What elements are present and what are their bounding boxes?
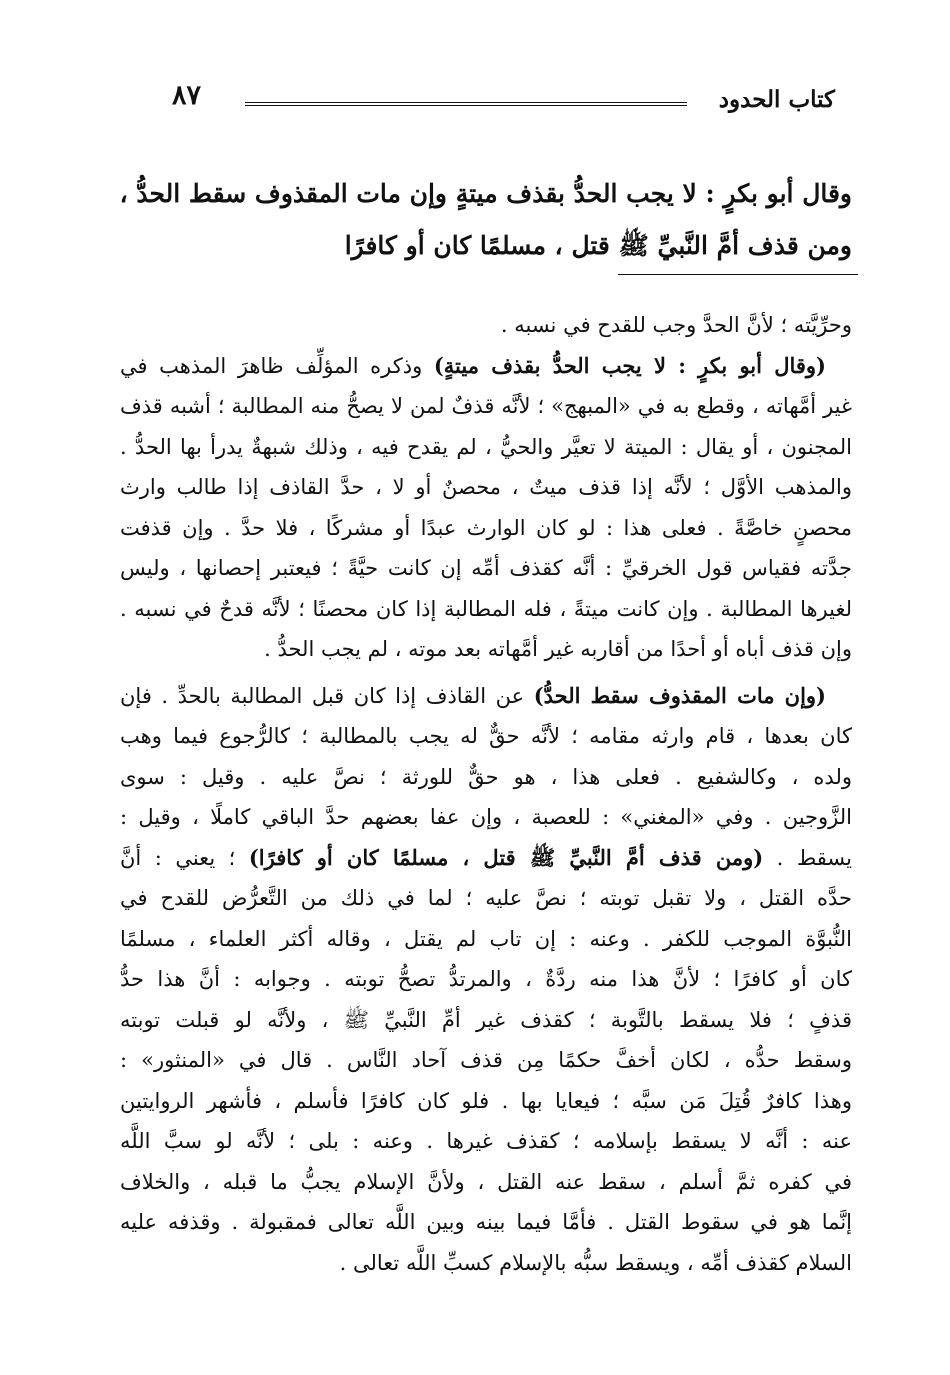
matn-line: وقال أبو بكرٍ : لا يجب الحدُّ بقذف ميتةٍ وإن مات المقذوف سقط الحدُّ ، xyxy=(119,179,852,208)
commentary-line: وإن قذف أباه أو أحدًا من أقاربه غير أمَّهاته بعد موته ، لم يجب الحدُّ . xyxy=(264,637,852,661)
header-rule xyxy=(245,102,687,106)
commentary-line: في كفره ثمَّ أسلم ، سقط عنه القتل ، ولأنَّ الإسلام يجبُّ ما قبله ، والخلاف xyxy=(120,1169,852,1194)
commentary-line: حدَّه القتل ، ولا تقبل توبته ؛ نصَّ عليه ؛ لما في ذلك من التَّعرُّض للقدح في xyxy=(120,886,852,910)
commentary-line: غير أمَّهاته ، وقطع به في «المبهج» ؛ لأنَّه قذفٌ لمن لا يصحُّ منه المطالبة ؛ أشبه قذف xyxy=(120,394,852,418)
commentary-line: والمذهب الأوَّل ؛ لأنَّه إذا قذف ميتٌ ، محصنٌ أو لا ، حدَّ القاذف إذا طالب وارث xyxy=(120,475,852,499)
commentary-line: وهذا كافرٌ قُتِلَ مَن سبَّه ؛ فيعايا بها . فلو كان كافرًا فأسلم ، فأشهر الروايتين xyxy=(120,1088,852,1113)
page-header xyxy=(150,80,835,130)
commentary-line: المجنون ، أو يقال : الميتة لا تعيَّر والحيُّ ، لم يقدح فيه ، وذلك شبهةٌ يدرأ بها الحدُّ . xyxy=(120,434,852,459)
commentary-line: الزَّوجين . وفي «المغني» : للعصبة ، وإن عفا بعضهم حدَّ الباقي كاملًا ، وقيل : xyxy=(120,805,852,829)
footnote-separator xyxy=(618,274,858,275)
commentary-line: ولده ، وكالشفيع . فعلى هذا ، هو حقٌّ للورثة ؛ نصَّ عليه . وقيل : سوى xyxy=(120,764,852,789)
commentary-line: كان بعدها ، قام وارثه مقامه ؛ لأنَّه حقٌّ له يجب بالمطالبة ؛ كالرُّجوع فيما وهب xyxy=(120,724,852,748)
commentary-line: إنَّما هو في سقوط القتل . فأمَّا فيما بينه وبين اللَّه تعالى فمقبولة . وقذفه عليه xyxy=(120,1210,852,1234)
matn-quote: (وقال أبو بكرٍ : لا يجب الحدُّ بقذف ميتةٍ) xyxy=(433,352,826,378)
commentary-line: جدَّته فقياس قول الخرقيِّ : أنَّه كقذف أمِّه إن كانت حيَّةً ؛ فيعتبر إحصانها ، وليس xyxy=(120,556,852,580)
commentary-line: لغيرها المطالبة . وإن كانت ميتةً ، فله المطالبة إذا كان محصنًا ؛ لأنَّه قدحٌ في نسبه . xyxy=(120,596,852,621)
commentary-line: السلام كقذف أمِّه ، ويسقط سبُّه بالإسلام كسبِّ اللَّه تعالى . xyxy=(339,1250,852,1275)
matn-line: ومن قذف أمَّ النَّبيِّ ﷺ قتل ، مسلمًا كان أو كافرًا xyxy=(344,231,852,260)
commentary-line: وسقط حدُّه ، لكان أخفَّ حكمًا مِن قذف آحاد النَّاس . قال في «المنثور» : xyxy=(120,1048,852,1072)
commentary-line: قذفٍ ؛ فلا يسقط بالتَّوبة ؛ كقذف غير أمِّ النَّبيِّ ﷺ ، ولأنَّه لو قبلت توبته xyxy=(120,1007,852,1032)
commentary-line: النُّبوَّة الموجب للكفر . وعنه : إن تاب لم يقتل ، وقاله أكثر العلماء ، مسلمًا xyxy=(120,926,852,951)
chapter-title: كتاب الحدود xyxy=(718,86,835,113)
page-number: ٨٧ xyxy=(172,80,202,111)
commentary-line: يسقط . (ومن قذف أمَّ النَّبيِّ ﷺ قتل ، مسلمًا كان أو كافرًا) ؛ يعني : أنَّ xyxy=(120,844,852,870)
commentary-line: وحرِّيَّته ؛ لأنَّ الحدَّ وجب للقدح في نسبه . xyxy=(500,313,852,337)
matn-quote: (وإن مات المقذوف سقط الحدُّ) xyxy=(533,682,826,708)
commentary-line: (وقال أبو بكرٍ : لا يجب الحدُّ بقذف ميتةٍ) وذكره المؤلِّف ظاهرَ المذهب في xyxy=(120,352,826,378)
commentary-text xyxy=(120,305,852,1283)
commentary-line: محصنٍ خاصَّةً . فعلى هذا : لو كان الوارث عبدًا أو مشركًا ، فلا حدَّ . وإن قذفت xyxy=(120,515,852,540)
matn-text xyxy=(120,168,852,272)
commentary-line: كان أو كافرًا ؛ لأنَّ هذا منه ردَّةٌ ، والمرتدُّ تصحُّ توبته . وجوابه : أنَّ هذا حدُّ xyxy=(120,967,852,991)
commentary-line: (وإن مات المقذوف سقط الحدُّ) عن القاذف إذا كان قبل المطالبة بالحدِّ . فإن xyxy=(120,682,826,708)
matn-quote: (ومن قذف أمَّ النَّبيِّ ﷺ قتل ، مسلمًا كان أو كافرًا) xyxy=(248,844,764,870)
commentary-line: عنه : أنَّه لا يسقط بإسلامه ؛ كقذف غيرها . وعنه : بلى ؛ لأنَّه لو سبَّ اللَّه xyxy=(120,1129,852,1153)
